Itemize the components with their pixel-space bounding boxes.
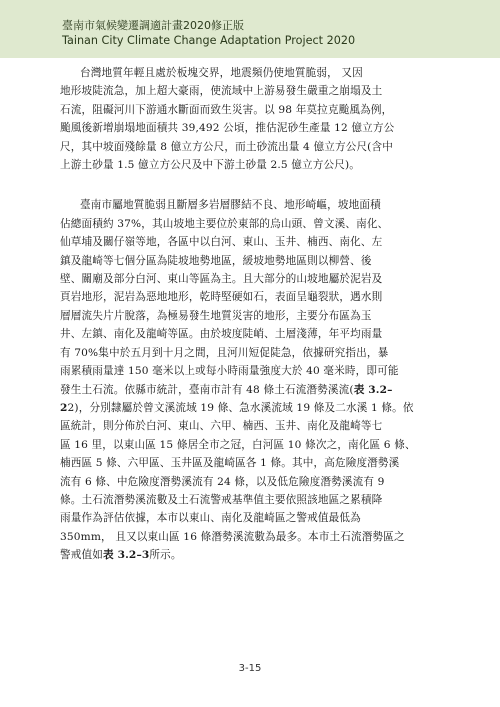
paragraph-line: 條。土石流潛勢溪流數及土石流警戒基準值主要依照該地區之累積降 xyxy=(60,493,383,506)
paragraph-line: 石流，阻礙河川下游通水斷面而致生災害。以 98 年莫拉克颱風為例， xyxy=(60,103,393,116)
paragraph-line: 楠西區 5 條、六甲區、玉井區及龍崎區各 1 條。其中，高危險度潛勢溪 xyxy=(60,457,400,470)
header-title-en: Tainan City Climate Change Adaptation Project 2020 xyxy=(62,34,356,47)
paragraph-line: 颱風後新增崩塌地面積共 39,492 公頃，推估泥砂生產量 12 億立方公 xyxy=(60,122,395,135)
paragraph-line: 有 70%集中於五月到十月之間，且河川短促陡急，依據研究指出，暴 xyxy=(60,346,389,359)
paragraph-line: 地形坡陡流急，加上超大豪雨，使流域中上游易發生嚴重之崩塌及土 xyxy=(60,85,383,98)
paragraph-line: 頁岩地形，泥岩為惡地地形，乾時堅硬如石，表面呈龜裂狀，遇水則 xyxy=(60,291,383,304)
paragraph-line: 上游土砂量 1.5 億立方公尺及中下游土砂量 2.5 億立方公尺)。 xyxy=(60,159,361,172)
page-number: 3-15 xyxy=(238,663,262,674)
paragraph-line: 層層流失片片脫落，為極易發生地質災害的地形，主要分布區為玉 xyxy=(60,309,372,322)
line-text: 警戒值如 xyxy=(60,549,103,562)
paragraph-2 xyxy=(60,196,444,564)
header-title-zh: 臺南市氣候變遷調適計畫2020修正版 xyxy=(62,19,244,32)
paragraph-line: 區 16 里，以東山區 15 條居全市之冠，白河區 10 條次之，南化區 6 條、 xyxy=(60,438,416,451)
paragraph-line: 井、左鎮、南化及龍崎等區。由於坡度陡峭、土層淺薄，年平均雨量 xyxy=(60,328,383,341)
paragraph-line xyxy=(60,399,444,417)
line-text: 發生土石流。依縣市統計，臺南市計有 48 條土石流潛勢溪流( xyxy=(60,383,354,396)
paragraph-line: 仙草埔及關仔嶺等地，各區中以白河、東山、玉井、楠西、南化、左 xyxy=(60,236,383,249)
paragraph-line: 350mm， 且又以東山區 16 條潛勢溪流數為最多。本市土石流潛勢區之 xyxy=(60,530,405,543)
header-text xyxy=(62,19,355,48)
paragraph-line xyxy=(60,381,444,399)
paragraph-line: 佔總面積約 37%，其山坡地主要位於東部的烏山頭、曾文溪、南化、 xyxy=(60,217,389,230)
paragraph-line: 鎮及龍崎等七個分區為陡坡地勢地區，緩坡地勢地區則以柳營、後 xyxy=(60,254,372,267)
paragraph-line: 臺南市屬地質脆弱且斷層多岩層膠結不良、地形崎嶇，坡地面積 xyxy=(80,199,381,212)
table-reference: 表 3.2– xyxy=(353,383,393,396)
line-text: 2)，分別隸屬於曾文溪流域 19 條、急水溪流域 19 條及二水溪 1 條。依 xyxy=(67,401,414,414)
paragraph-line: 雨累積雨量達 150 毫米以上或每小時雨量強度大於 40 毫米時，即可能 xyxy=(60,365,399,378)
paragraph-line: 區統計，則分佈於白河、東山、六甲、楠西、玉井、南化及龍崎等七 xyxy=(60,420,383,433)
main-content xyxy=(60,64,444,565)
paragraph-line xyxy=(60,546,444,564)
header-band xyxy=(0,0,500,58)
paragraph-line: 尺，其中坡面殘餘量 8 億立方公尺，而土砂流出量 4 億立方公尺(含中 xyxy=(60,140,393,153)
paragraph-gap xyxy=(60,174,444,196)
table-reference: 表 3.2–3 xyxy=(102,549,150,562)
table-reference-cont: 2 xyxy=(60,401,68,414)
paragraph-line: 台灣地質年輕且處於板塊交界，地震頻仍使地質脆弱， 又因 xyxy=(80,67,363,79)
paragraph-line: 壁、關廟及部分白河、東山等區為主。且大部分的山坡地屬於泥岩及 xyxy=(60,273,383,286)
paragraph-1 xyxy=(60,64,444,174)
line-text: 所示。 xyxy=(149,549,182,562)
paragraph-line: 雨量作為評估依據，本市以東山、南化及龍崎區之警戒值最低為 xyxy=(60,512,361,525)
paragraph-line: 流有 6 條、中危險度潛勢溪流有 24 條，以及低危險度潛勢溪流有 9 xyxy=(60,475,385,488)
